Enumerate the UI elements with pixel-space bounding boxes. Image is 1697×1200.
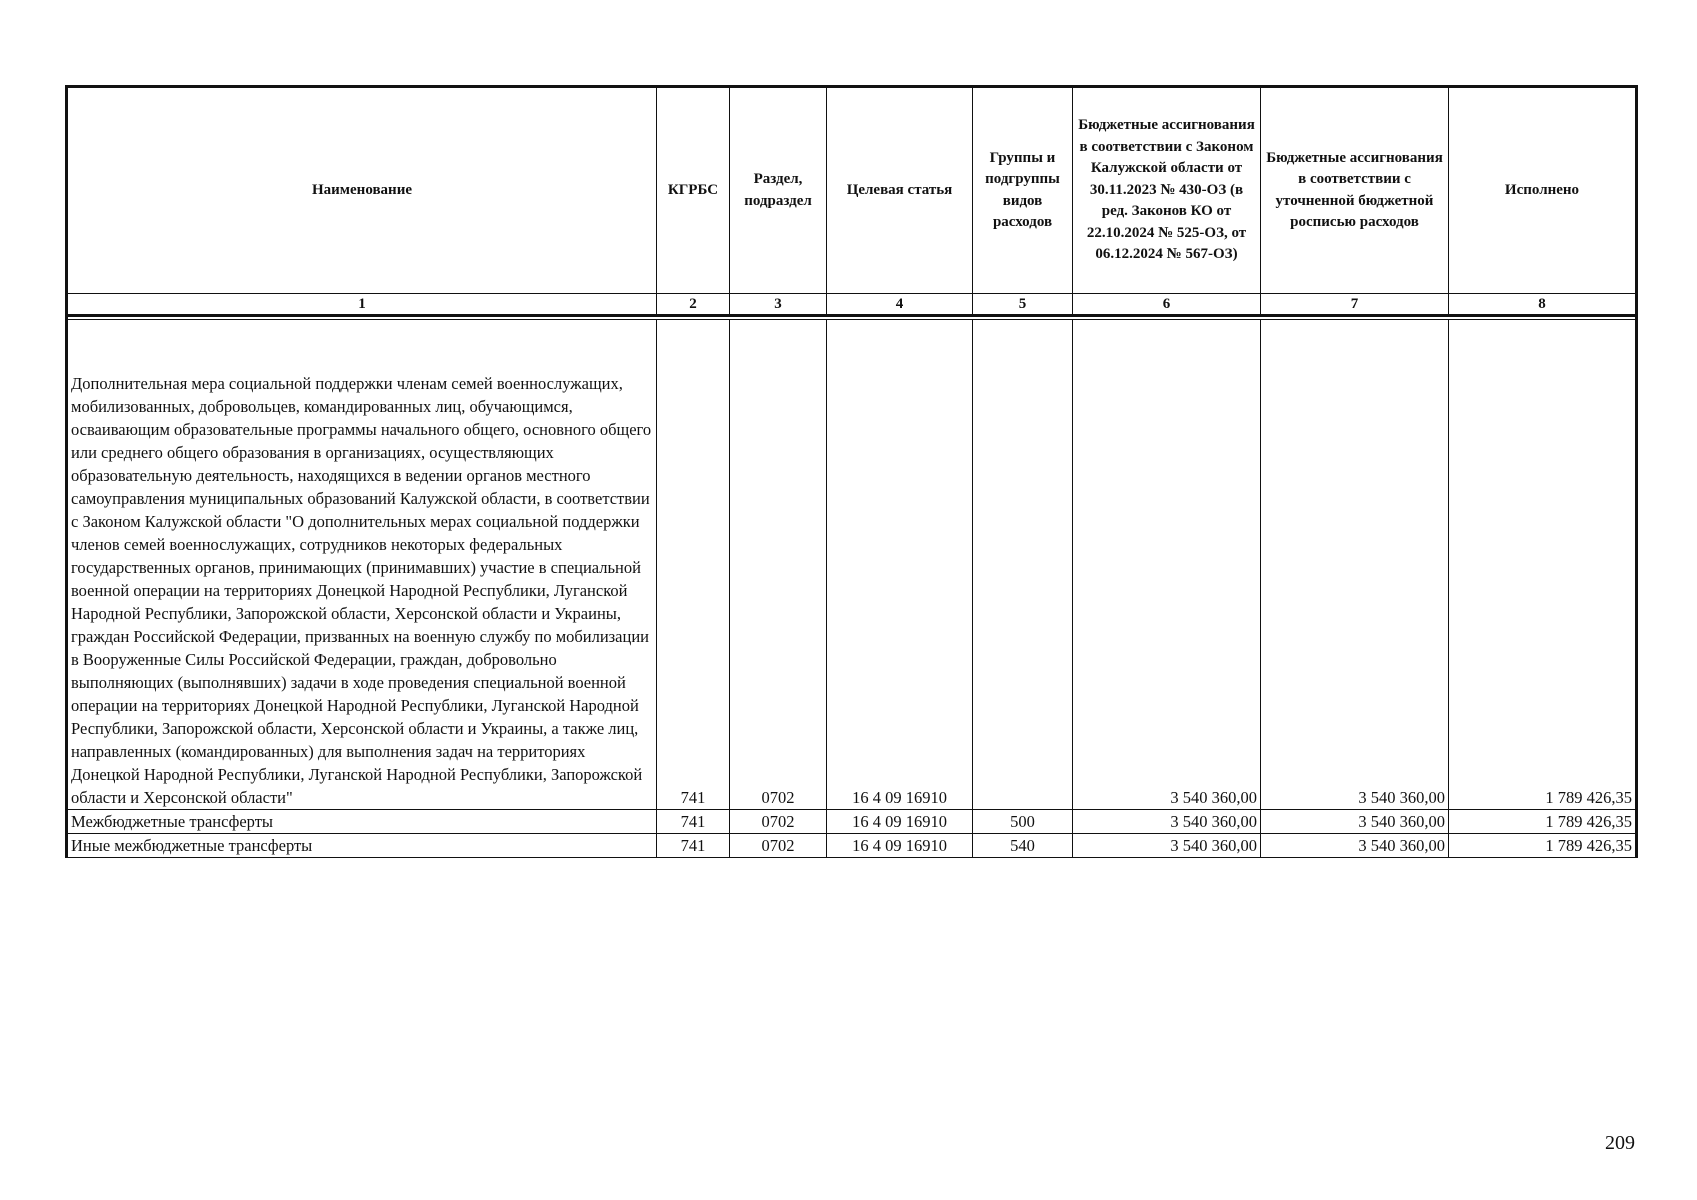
row-expense-group: 500 [973,810,1073,834]
row-kgrbs: 741 [657,320,730,810]
table-row [67,320,1637,810]
column-number: 1 [67,294,657,316]
header-law-allocations: Бюджетные ассигнования в соответствии с Законом Калужской области от 30.11.2023 № 430-ОЗ (в ред. Законов КО от 22.10.2024 № 525-ОЗ, от 06.12.2024 № 567-ОЗ) [1073,87,1261,294]
row-law-allocation: 3 540 360,00 [1073,834,1261,858]
row-target-article: 16 4 09 16910 [827,834,973,858]
column-number: 4 [827,294,973,316]
row-expense-group: 540 [973,834,1073,858]
column-numbers-row [67,294,1637,316]
row-section: 0702 [730,834,827,858]
table-row [67,810,1637,834]
budget-report-sheet [65,85,1635,858]
page-number: 209 [1605,1132,1635,1154]
header-kgrbs: КГРБС [657,87,730,294]
row-executed: 1 789 426,35 [1449,810,1637,834]
column-number: 5 [973,294,1073,316]
row-refined-allocation: 3 540 360,00 [1261,320,1449,810]
row-law-allocation: 3 540 360,00 [1073,320,1261,810]
row-expense-group [973,320,1073,810]
table-body [67,316,1637,858]
row-target-article: 16 4 09 16910 [827,810,973,834]
header-expense-group: Группы и подгруппы видов расходов [973,87,1073,294]
column-number: 7 [1261,294,1449,316]
row-kgrbs: 741 [657,834,730,858]
header-refined-allocations: Бюджетные ассигнования в соответствии с уточненной бюджетной росписью расходов [1261,87,1449,294]
row-law-allocation: 3 540 360,00 [1073,810,1261,834]
row-target-article: 16 4 09 16910 [827,320,973,810]
header-target-article: Целевая статья [827,87,973,294]
row-executed: 1 789 426,35 [1449,320,1637,810]
header-name: Наименование [67,87,657,294]
row-name: Иные межбюджетные трансферты [67,834,657,858]
row-refined-allocation: 3 540 360,00 [1261,834,1449,858]
row-section: 0702 [730,320,827,810]
column-number: 3 [730,294,827,316]
budget-table [65,85,1638,858]
column-number: 6 [1073,294,1261,316]
row-section: 0702 [730,810,827,834]
row-name: Межбюджетные трансферты [67,810,657,834]
row-name: Дополнительная мера социальной поддержки членам семей военнослужащих, мобилизованных, добровольцев, командированных лиц, обучающимся, осваивающим образовательные программы начального общего, основного общего или среднего общего образования в организациях, осуществляющих образовательную деятельность, находящихся в ведении органов местного самоуправления муниципальных образований Калужской области, в соответствии с Законом Калужской области "О дополнительных мерах социальной поддержки членов семей военнослужащих, сотрудников некоторых федеральных государственных органов, принимающих (принимавших) участие в специальной военной операции на территориях Донецкой Народной Республики, Луганской Народной Республики, Запорожской области, Херсонской области и Украины, граждан Российской Федерации, призванных на военную службу по мобилизации в Вооруженные Силы Российской Федерации, граждан, добровольно выполняющих (выполнявших) задачи в ходе проведения специальной военной операции на территориях Донецкой Народной Республики, Луганской Народной Республики, Запорожской области, Херсонской области и Украины, а также лиц, направленных (командированных) для выполнения задач на территориях Донецкой Народной Республики, Луганской Народной Республики, Запорожской области и Херсонской области" [67,320,657,810]
row-kgrbs: 741 [657,810,730,834]
table-header [67,87,1637,316]
row-executed: 1 789 426,35 [1449,834,1637,858]
table-row [67,834,1637,858]
row-refined-allocation: 3 540 360,00 [1261,810,1449,834]
column-headers-row [67,87,1637,294]
header-section: Раздел, подраздел [730,87,827,294]
column-number: 8 [1449,294,1637,316]
header-executed: Исполнено [1449,87,1637,294]
column-number: 2 [657,294,730,316]
